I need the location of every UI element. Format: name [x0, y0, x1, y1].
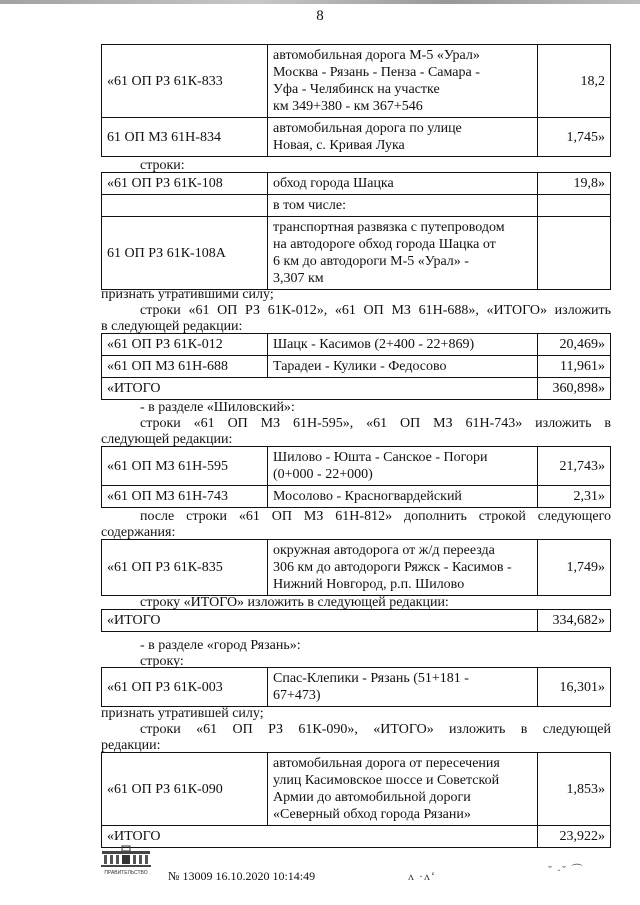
- road-length: 1,853»: [538, 753, 611, 826]
- road-code: [102, 195, 268, 217]
- table-block-2: [101, 172, 611, 290]
- road-description: Спас-Клепики - Рязань (51+181 - 67+473): [268, 668, 538, 707]
- roads-table-3: [101, 333, 611, 400]
- road-length: 21,743»: [538, 447, 611, 486]
- text-gorod: - в разделе «город Рязань»:: [140, 638, 301, 653]
- table-row: [102, 356, 611, 378]
- table-row: [102, 540, 611, 596]
- roads-table-5: [101, 539, 611, 596]
- total-label: «ИТОГО: [102, 610, 538, 632]
- road-length: 2,31»: [538, 486, 611, 508]
- table-block-5: [101, 539, 611, 596]
- table-row: [102, 118, 611, 157]
- road-description: окружная автодорога от ж/д переезда 306 км до автодороги Ряжск - Касимов - Нижний Новгород, р.п. Шилово: [268, 540, 538, 596]
- total-table-6: [101, 609, 611, 632]
- road-length: 11,961»: [538, 356, 611, 378]
- text-stroku: строку:: [140, 654, 184, 669]
- road-length: 18,2: [538, 45, 611, 118]
- total-value: 334,682»: [538, 610, 611, 632]
- text-stroki-090-line1: строки «61 ОП РЗ 61К-090», «ИТОГО» изложить в следующей: [140, 722, 611, 737]
- roads-table-7: [101, 667, 611, 707]
- svg-text:ПРАВИТЕЛЬСТВО: ПРАВИТЕЛЬСТВО: [104, 870, 148, 875]
- road-code: 61 ОП РЗ 61К-108А: [102, 217, 268, 290]
- road-length: 1,745»: [538, 118, 611, 157]
- text-stroki-595-line1: строки «61 ОП МЗ 61Н-595», «61 ОП МЗ 61Н-743» изложить в: [140, 416, 611, 431]
- total-row: [102, 826, 611, 848]
- road-code: «61 ОП РЗ 61К-108: [102, 173, 268, 195]
- table-block-6: [101, 609, 611, 632]
- total-row: [102, 610, 611, 632]
- road-length: 19,8»: [538, 173, 611, 195]
- handwritten-mark: ʌ ·ʌ‘: [408, 869, 436, 883]
- table-row: [102, 334, 611, 356]
- text-priznat-single: признать утратившей силу;: [101, 706, 264, 721]
- road-description: Шацк - Касимов (2+400 - 22+869): [268, 334, 538, 356]
- road-code: «61 ОП РЗ 61К-833: [102, 45, 268, 118]
- table-row: [102, 173, 611, 195]
- road-length: 1,749»: [538, 540, 611, 596]
- handwritten-mark: ˘ ·˘ ⌒: [548, 863, 584, 877]
- document-registration-stamp: № 13009 16.10.2020 10:14:49: [168, 869, 316, 883]
- road-description: обход города Шацка: [268, 173, 538, 195]
- roads-table-2: [101, 172, 611, 290]
- road-description: Тарадеи - Кулики - Федосово: [268, 356, 538, 378]
- table-block-4: [101, 446, 611, 508]
- total-value: 23,922»: [538, 826, 611, 848]
- scan-edge-artifact: [0, 0, 640, 4]
- road-description: автомобильная дорога по улице Новая, с. Кривая Лука: [268, 118, 538, 157]
- total-label: «ИТОГО: [102, 378, 538, 400]
- table-row: [102, 668, 611, 707]
- total-label: «ИТОГО: [102, 826, 538, 848]
- text-priznat-plural: признать утратившими силу;: [101, 287, 274, 302]
- table-block-3: [101, 333, 611, 400]
- table-row: [102, 195, 611, 217]
- road-description: транспортная развязка с путепроводом на автодороге обход города Шацка от 6 км до автодороги М-5 «Урал» - 3,307 км: [268, 217, 538, 290]
- table-row: [102, 45, 611, 118]
- table-block-1: [101, 44, 611, 157]
- page-number: 8: [316, 8, 324, 24]
- road-length: 16,301»: [538, 668, 611, 707]
- table-row: [102, 447, 611, 486]
- total-row: [102, 378, 611, 400]
- road-code: «61 ОП РЗ 61К-090: [102, 753, 268, 826]
- road-description: Шилово - Юшта - Санское - Погори (0+000 - 22+000): [268, 447, 538, 486]
- text-stroki-595-line2: следующей редакции:: [101, 432, 233, 447]
- road-description: Мосолово - Красногвардейский: [268, 486, 538, 508]
- table-block-7: [101, 667, 611, 707]
- road-description: автомобильная дорога от пересечения улиц Касимовское шоссе и Советской Армии до автомобильной дороги «Северный обход города Рязани»: [268, 753, 538, 826]
- road-length: [538, 217, 611, 290]
- road-length: [538, 195, 611, 217]
- roads-table-1: [101, 44, 611, 157]
- road-code: «61 ОП МЗ 61Н-743: [102, 486, 268, 508]
- road-description: автомобильная дорога М-5 «Урал» Москва - Рязань - Пенза - Самара - Уфа - Челябинск на участке км 349+380 - км 367+546: [268, 45, 538, 118]
- total-value: 360,898»: [538, 378, 611, 400]
- road-length: 20,469»: [538, 334, 611, 356]
- text-posle-line2: содержания:: [101, 525, 176, 540]
- government-building-icon: [100, 845, 152, 875]
- text-stroki-090-line2: редакции:: [101, 738, 161, 753]
- government-building-logo: [100, 845, 152, 875]
- road-code: «61 ОП РЗ 61К-835: [102, 540, 268, 596]
- road-code: «61 ОП МЗ 61Н-688: [102, 356, 268, 378]
- road-description: в том числе:: [268, 195, 538, 217]
- road-code: «61 ОП РЗ 61К-003: [102, 668, 268, 707]
- table-row: [102, 217, 611, 290]
- label-stroki: строки:: [140, 158, 185, 173]
- road-code: 61 ОП МЗ 61Н-834: [102, 118, 268, 157]
- table-row: [102, 486, 611, 508]
- text-itogo-izlozhit: строку «ИТОГО» изложить в следующей редакции:: [140, 595, 449, 610]
- text-stroki-012-line2: в следующей редакции:: [101, 319, 243, 334]
- roads-table-8: [101, 752, 611, 848]
- table-block-8: [101, 752, 611, 848]
- roads-table-4: [101, 446, 611, 508]
- road-code: «61 ОП МЗ 61Н-595: [102, 447, 268, 486]
- road-code: «61 ОП РЗ 61К-012: [102, 334, 268, 356]
- text-shilovsky: - в разделе «Шиловский»:: [140, 400, 295, 415]
- text-stroki-012-line1: строки «61 ОП РЗ 61К-012», «61 ОП МЗ 61Н-688», «ИТОГО» изложить: [140, 303, 611, 318]
- text-posle-line1: после строки «61 ОП МЗ 61Н-812» дополнить строкой следующего: [140, 509, 611, 524]
- table-row: [102, 753, 611, 826]
